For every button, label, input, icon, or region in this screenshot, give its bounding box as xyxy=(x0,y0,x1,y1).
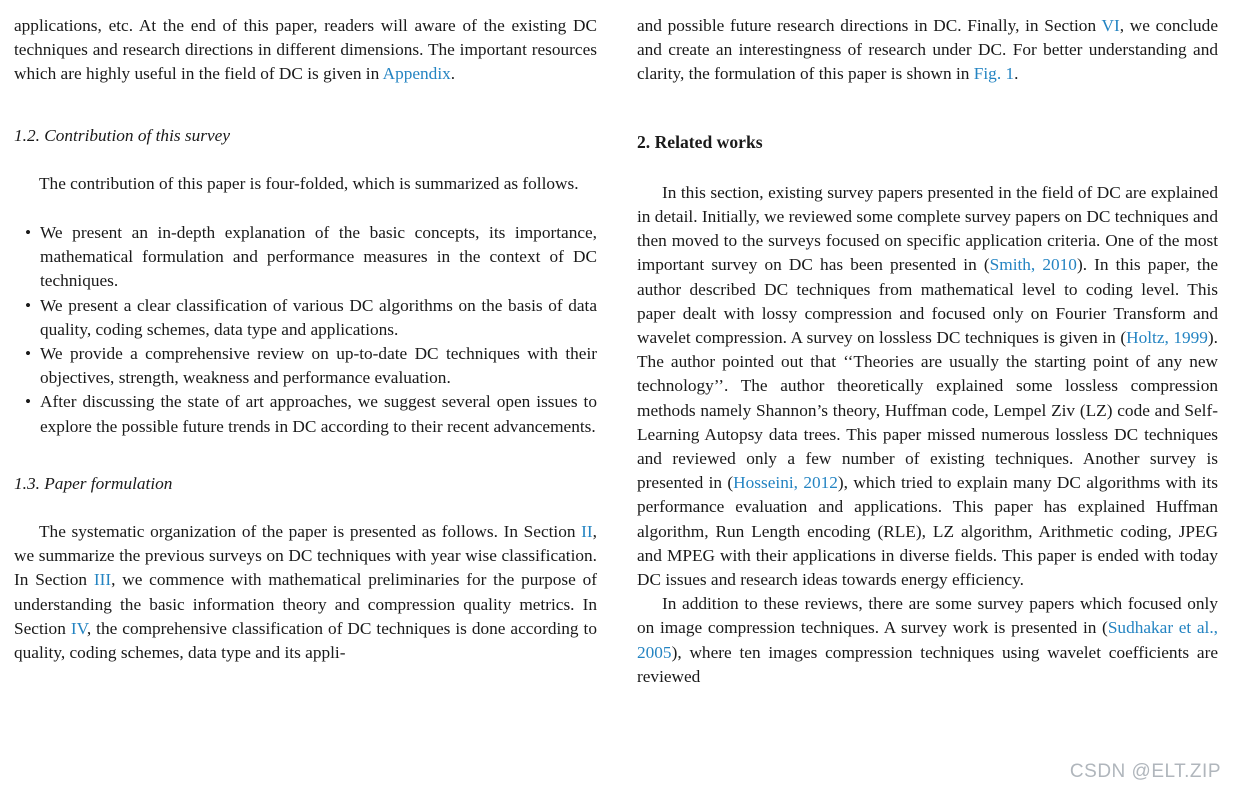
section-heading-related-works: 2. Related works xyxy=(637,131,763,152)
contribution-intro-paragraph: The contribution of this paper is four-folded, which is summarized as follows. xyxy=(39,173,579,193)
link-ref-hosseini-2012[interactable]: Hosseini, 2012 xyxy=(733,473,838,493)
list-item: • After discussing the state of art approaches, we suggest several open issues to explore the possible future trends in DC according to their recent advancements. xyxy=(40,390,597,438)
right-column xyxy=(637,14,1218,689)
continuation-paragraph: applications, etc. At the end of this paper, readers will aware of the existing DC techniques and research directions in different dimensions. The important resources which are highly useful in the field of DC is given in Appendix. xyxy=(14,16,597,84)
link-ref-holtz-1999[interactable]: Holtz, 1999 xyxy=(1126,328,1208,348)
related-works-paragraph-1: In this section, existing survey papers presented in the field of DC are explained in detail. Initially, we reviewed some complete survey papers on DC techniques and then moved to the surveys focused on specific application criteria. One of the most important survey on DC has been presented in (Smith, 2010). In this paper, the author described DC techniques from mathematical level to coding level. This paper dealt with lossy compression and focused only on Fourier Transform and wavelet compression. A survey on lossless DC techniques is given in (Holtz, 1999). The author pointed out that ‘‘Theories are usually the starting point of any new technology’’. The author theoretically explained some lossless compression methods namely Shannon’s theory, Huffman code, Lempel Ziv (LZ) code and Self-Learning Autopsy data trees. This paper missed numerous lossless DC techniques and reviewed only a few number of existing techniques. Another survey is presented in (Hosseini, 2012), which tried to explain many DC algorithms with its performance evaluation and applications. This paper has explained Huffman algorithm, Run Length encoding (RLE), LZ algorithm, Arithmetic coding, JPEG and MPEG with their applications in diverse fields. This paper is ended with today DC issues and research ideas towards energy efficiency. xyxy=(637,182,1219,590)
left-column xyxy=(14,14,597,665)
paper-formulation-paragraph: The systematic organization of the paper is presented as follows. In Section II, we summarize the previous surveys on DC techniques with year wise classification. In Section III, we commence with mathematical preliminaries for the purpose of understanding the basic information theory and compression quality metrics. In Section IV, the comprehensive classification of DC techniques is done according to quality, coding schemes, data type and its appli- xyxy=(14,522,598,663)
link-section-ii[interactable]: II xyxy=(581,522,593,542)
list-item: • We present an in-depth explanation of the basic concepts, its importance, mathematical formulation and performance measures in the context of DC techniques. xyxy=(40,221,597,294)
link-appendix[interactable]: Appendix xyxy=(382,64,451,84)
subsection-heading-1-2: 1.2. Contribution of this survey xyxy=(14,125,231,145)
link-section-vi[interactable]: VI xyxy=(1101,16,1120,35)
link-fig-1[interactable]: Fig. 1 xyxy=(973,64,1015,84)
subsection-heading-1-3: 1.3. Paper formulation xyxy=(14,473,173,493)
link-ref-sudhakar-2005[interactable]: Sudhakar et al., 2005 xyxy=(637,618,1218,662)
contributions-list xyxy=(14,221,597,439)
continuation-paragraph: and possible future research directions in DC. Finally, in Section VI, we conclude and create an interestingness of research under DC. For better understanding and clarity, the formulation of this paper is shown in Fig. 1. xyxy=(637,16,1218,84)
link-section-iv[interactable]: IV xyxy=(70,618,87,638)
related-works-paragraph-2: In addition to these reviews, there are some survey papers which focused only on image compression techniques. A survey work is presented in (Sudhakar et al., 2005), where ten images compression techniques using wavelet coefficients are reviewed xyxy=(637,594,1218,686)
link-section-iii[interactable]: III xyxy=(93,570,112,590)
link-ref-smith-2010[interactable]: Smith, 2010 xyxy=(989,255,1077,275)
list-item: • We present a clear classification of various DC algorithms on the basis of data quality, coding schemes, data type and applications. xyxy=(40,294,597,342)
watermark: CSDN @ELT.ZIP xyxy=(1069,761,1221,782)
list-item: • We provide a comprehensive review on up-to-date DC techniques with their objectives, strength, weakness and performance evaluation. xyxy=(40,342,597,390)
